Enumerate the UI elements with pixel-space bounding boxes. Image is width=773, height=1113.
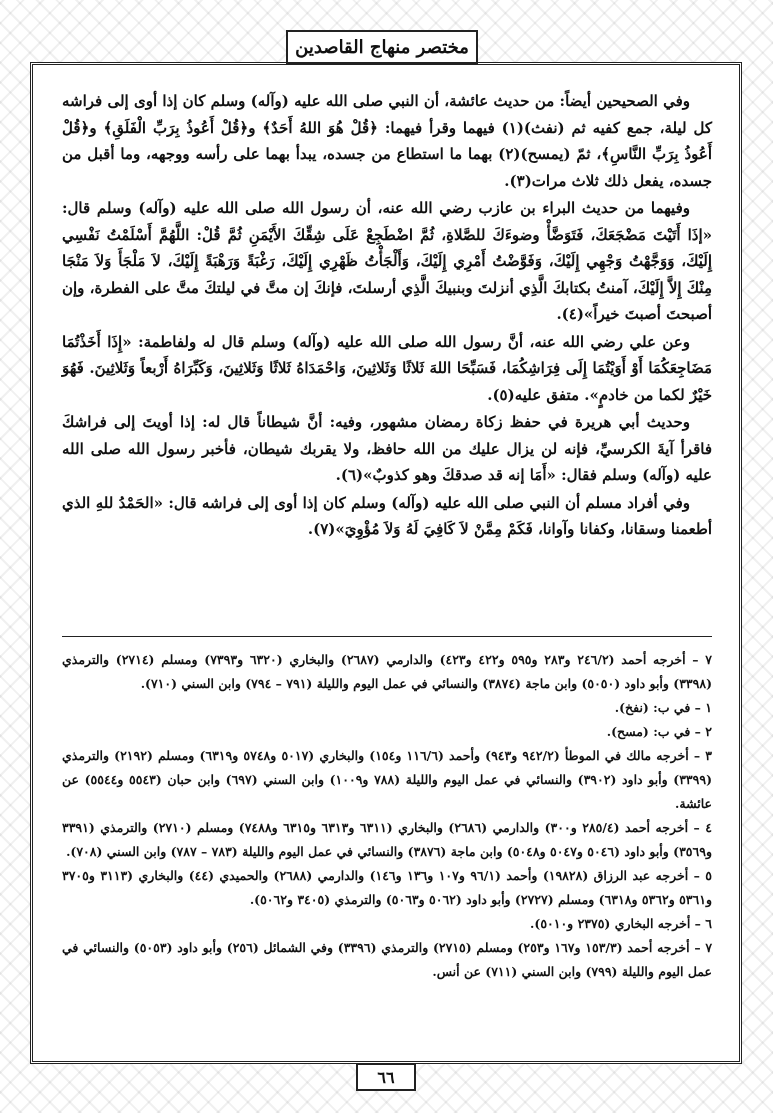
- footnote: ٤ – أخرجه أحمد (٢٨٥/٤ و٣٠٠) والدارمي (٢٦٨٦) والبخاري (٦٣١١ و٦٣١٣ و٦٣١٥ و٧٤٨٨) ومسلم (٢٧١٠) والترمذي (٣٣٩١ و٣٥٦٩) وأبو داود (٥٠٤٦ و٥٠٤٧ و٥٠٤٨) وابن ماجة (٣٨٧٦) والنسائي في عمل اليوم والليلة (٧٨٣ – ٧٨٧) وابن السني (٧٠٨).: [62, 820, 712, 859]
- paragraph: وفي الصحيحين أيضاً: من حديث عائشة، أن النبي صلى الله عليه (وآله) وسلم كان إذا أوى إلى فراشه كل ليلة، جمع كفيه ثم (نفث)(١) فيهما وقرأ فيهما: ﴿قُلْ هُوَ اللهُ أَحَدٌ﴾ و﴿قُلْ أَعُوذُ بِرَبِّ الْفَلَقِ﴾ و﴿قُلْ أَعُوذُ بِرَبِّ النَّاسِ﴾، ثمّ (يمسح)(٢) بهما ما استطاع من جسده، يبدأ بهما على رأسه ووجهه، وما أقبل من جسده، يفعل ذلك ثلاث مرات(٣).: [62, 92, 712, 190]
- footnote: ١ – في ب: (نفخ).: [614, 700, 712, 715]
- footnote: ٦ – أخرجه البخاري (٢٣٧٥ و٥٠١٠).: [530, 916, 712, 931]
- footnote: ٢ – في ب: (مسح).: [606, 724, 712, 739]
- book-title: مختصر منهاج القاصدين: [295, 36, 469, 58]
- paragraph: وحديث أبي هريرة في حفظ زكاة رمضان مشهور، وفيه: أنَّ شيطاناً قال له: إذا أويتَ إلى فراشكَ فاقرأ آيةَ الكرسيِّ، فإنه لن يزال عليك من الله حافظ، ولا يقربك شيطان، فأخبر رسول الله صلى الله عليه (وآله) وسلم فقال: «أَمَا إنه قد صدقكَ وهو كذوبٌ»(٦).: [62, 413, 712, 484]
- footnote: ٧ – أخرجه أحمد (١٥٣/٣ و١٦٧ و٢٥٣) ومسلم (٢٧١٥) والترمذي (٣٣٩٦) وفي الشمائل (٢٥٦) وأبو داود (٥٠٥٣) والنسائي في عمل اليوم والليلة (٧٩٩) وابن السني (٧١١) عن أنس.: [62, 940, 713, 979]
- footnote: ٥ – أخرجه عبد الرزاق (١٩٨٢٨) وأحمد (٩٦/١ و١٠٧ و١٣٦ و١٤٦) والدارمي (٢٦٨٨) والحميدي (٤٤) والبخاري (٣١١٣ و٣٧٠٥ و٥٣٦١ و٥٣٦٢ و٦٣١٨) ومسلم (٢٧٢٧) وأبو داود (٥٠٦٢ و٥٠٦٣) والترمذي (٣٤٠٥ و٥٠٦٢).: [62, 868, 712, 907]
- paragraph: وفيهما من حديث البراء بن عازب رضي الله عنه، أن رسول الله صلى الله عليه (وآله) وسلم قال: «إذَا أَتَيْتَ مَضْجَعَكَ، فَتَوَضَّأْ وضوءَكَ للصَّلاةِ، ثُمَّ اضْطَجِعْ عَلَى شِقِّكَ الأَيْمَنِ ثُمَّ قُلْ: اللَّهُمَّ أَسْلَمْتُ نَفْسِي إِلَيْكَ، وَوَجَّهْتُ وَجْهِي إِلَيْكَ، وَفَوَّضْتُ أَمْرِي إِلَيْكَ، وَأَلْجَأْتُ ظَهْرِي إِلَيْكَ، رَغْبَةً وَرَهْبَةً إِلَيْكَ، لاَ مَلْجَأَ وَلاَ مَنْجَا مِنْكَ إِلاَّ إِلَيْكَ، آمنتُ بكتابكَ الَّذِي أنزلتَ وبنبيكَ الَّذِي أرسلتَ، فإنكَ إن متَّ في ليلتكَ متَّ على الفطرة، وإن أصبحتَ أصبتَ خيراً»(٤).: [62, 199, 712, 323]
- running-header: [286, 30, 478, 64]
- footnote: ٧ – أخرجه أحمد (٢٤٦/٢ و٢٨٣ و٥٩٥ و٤٢٢ و٤٢٣) والدارمي (٢٦٨٧) والبخاري (٦٣٢٠ و٧٣٩٣) ومسلم (٢٧١٤) والترمذي (٣٣٩٨) وأبو داود (٥٠٥٠) وابن ماجة (٣٨٧٤) والنسائي في عمل اليوم والليلة (٧٩١ – ٧٩٤) وابن السني (٧١٠).: [62, 652, 713, 691]
- page-number: ٦٦: [377, 1067, 395, 1087]
- page-number-box: [356, 1063, 416, 1091]
- paragraph: وعن علي رضي الله عنه، أنَّ رسول الله صلى الله عليه (وآله) وسلم قال له ولفاطمة: «إِذَا أَخَذْتُمَا مَضَاجِعَكُمَا أَوْ أَوَيْتُمَا إِلَى فِرَاشِكُمَا، فَسَبِّحَا اللهَ ثَلاثًا وَثَلاثِينَ، وَاحْمَدَاهُ ثَلاثًا وَثَلاثِينَ، وَكَبِّرَاهُ أَرْبعاً وَثَلاثِينَ. فَهُوَ خَيْرٌ لكما من خادمٍ». متفق عليه(٥).: [62, 332, 712, 404]
- footnotes: [62, 648, 712, 984]
- footnote: ٣ – أخرجه مالك في الموطأ (٩٤٢/٢ و٩٤٣) وأحمد (١١٦/٦ و١٥٤) والبخاري (٥٠١٧ و٥٧٤٨ و٦٣١٩) ومسلم (٢١٩٢) والترمذي (٣٣٩٩) وأبو داود (٣٩٠٢) والنسائي في عمل اليوم والليلة (٧٨٨ و١٠٠٩) وابن السني (٦٩٧) وابن حبان (٥٥٤٣ و٥٥٤٤) عن عائشة.: [62, 748, 712, 811]
- footnote-separator: [62, 636, 712, 637]
- paragraph: وفي أفراد مسلم أن النبي صلى الله عليه (وآله) وسلم كان إذا أوى إلى فراشه قال: «الحَمْدُ للهِ الذي أطعمنا وسقانا، وكفانا وآوانا، فَكَمْ مِمَّنْ لاَ كَافِيَ لَهُ وَلاَ مُؤْوِيَ»(٧).: [62, 493, 712, 538]
- main-text: [62, 88, 712, 544]
